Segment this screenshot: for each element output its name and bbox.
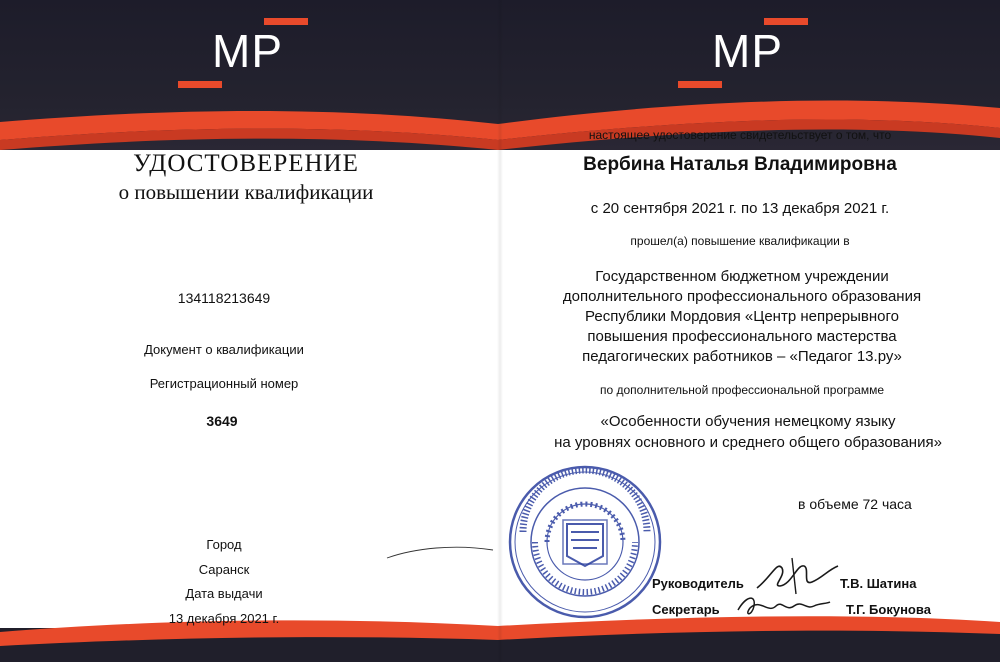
logo-text: МР	[712, 25, 783, 77]
certificate-title: УДОСТОВЕРЕНИЕ	[133, 150, 359, 177]
holder-name: Вербина Наталья Владимировна	[583, 154, 897, 175]
official-seal-stamp	[505, 462, 665, 622]
logo-accent-bar	[678, 81, 722, 88]
logo-text: МР	[212, 25, 283, 77]
mr-logo-right	[678, 18, 818, 88]
study-period: с 20 сентября 2021 г. по 13 декабря 2021 г.	[590, 200, 890, 217]
institution-line: Республики Мордовия «Центр непрерывного	[585, 308, 899, 325]
secretary-name: Т.Г. Бокунова	[846, 602, 931, 617]
logo-accent-bar	[764, 18, 808, 25]
document-number: 134118213649	[177, 290, 271, 306]
city-label: Город	[206, 537, 242, 552]
institution-line: Государственном бюджетном учреждении	[595, 268, 889, 285]
secretary-signature	[734, 588, 834, 622]
secretary-label: Секретарь	[652, 602, 720, 617]
program-line: на уровнях основного и среднего общего образования»	[554, 434, 942, 451]
document-label: Документ о квалификации	[144, 342, 304, 357]
institution-line: педагогических работников – «Педагог 13.ру»	[582, 348, 902, 365]
pen-stroke	[385, 540, 495, 564]
page-fold	[497, 0, 503, 662]
registration-number: 3649	[206, 413, 238, 429]
passed-text: прошел(а) повышение квалификации в	[630, 234, 850, 248]
city-value: Саранск	[198, 562, 250, 577]
institution-line: дополнительного профессионального образования	[562, 288, 922, 305]
institution-line: повышения профессионального мастерства	[587, 328, 897, 345]
logo-accent-bar	[178, 81, 222, 88]
logo-accent-bar	[264, 18, 308, 25]
mr-logo-left	[178, 18, 318, 88]
program-label: по дополнительной профессиональной программе	[599, 383, 885, 397]
head-name: Т.В. Шатина	[840, 576, 917, 591]
head-label: Руководитель	[652, 576, 744, 591]
intro-text: настоящее удостоверение свидетельствует о том, что	[588, 128, 892, 142]
program-line: «Особенности обучения немецкому языку	[600, 413, 896, 430]
registration-label: Регистрационный номер	[149, 376, 299, 391]
issue-date: 13 декабря 2021 г.	[168, 611, 280, 626]
issue-date-label: Дата выдачи	[185, 586, 263, 601]
course-volume: в объеме 72 часа	[798, 496, 912, 512]
certificate-subtitle: о повышении квалификации	[118, 180, 374, 204]
